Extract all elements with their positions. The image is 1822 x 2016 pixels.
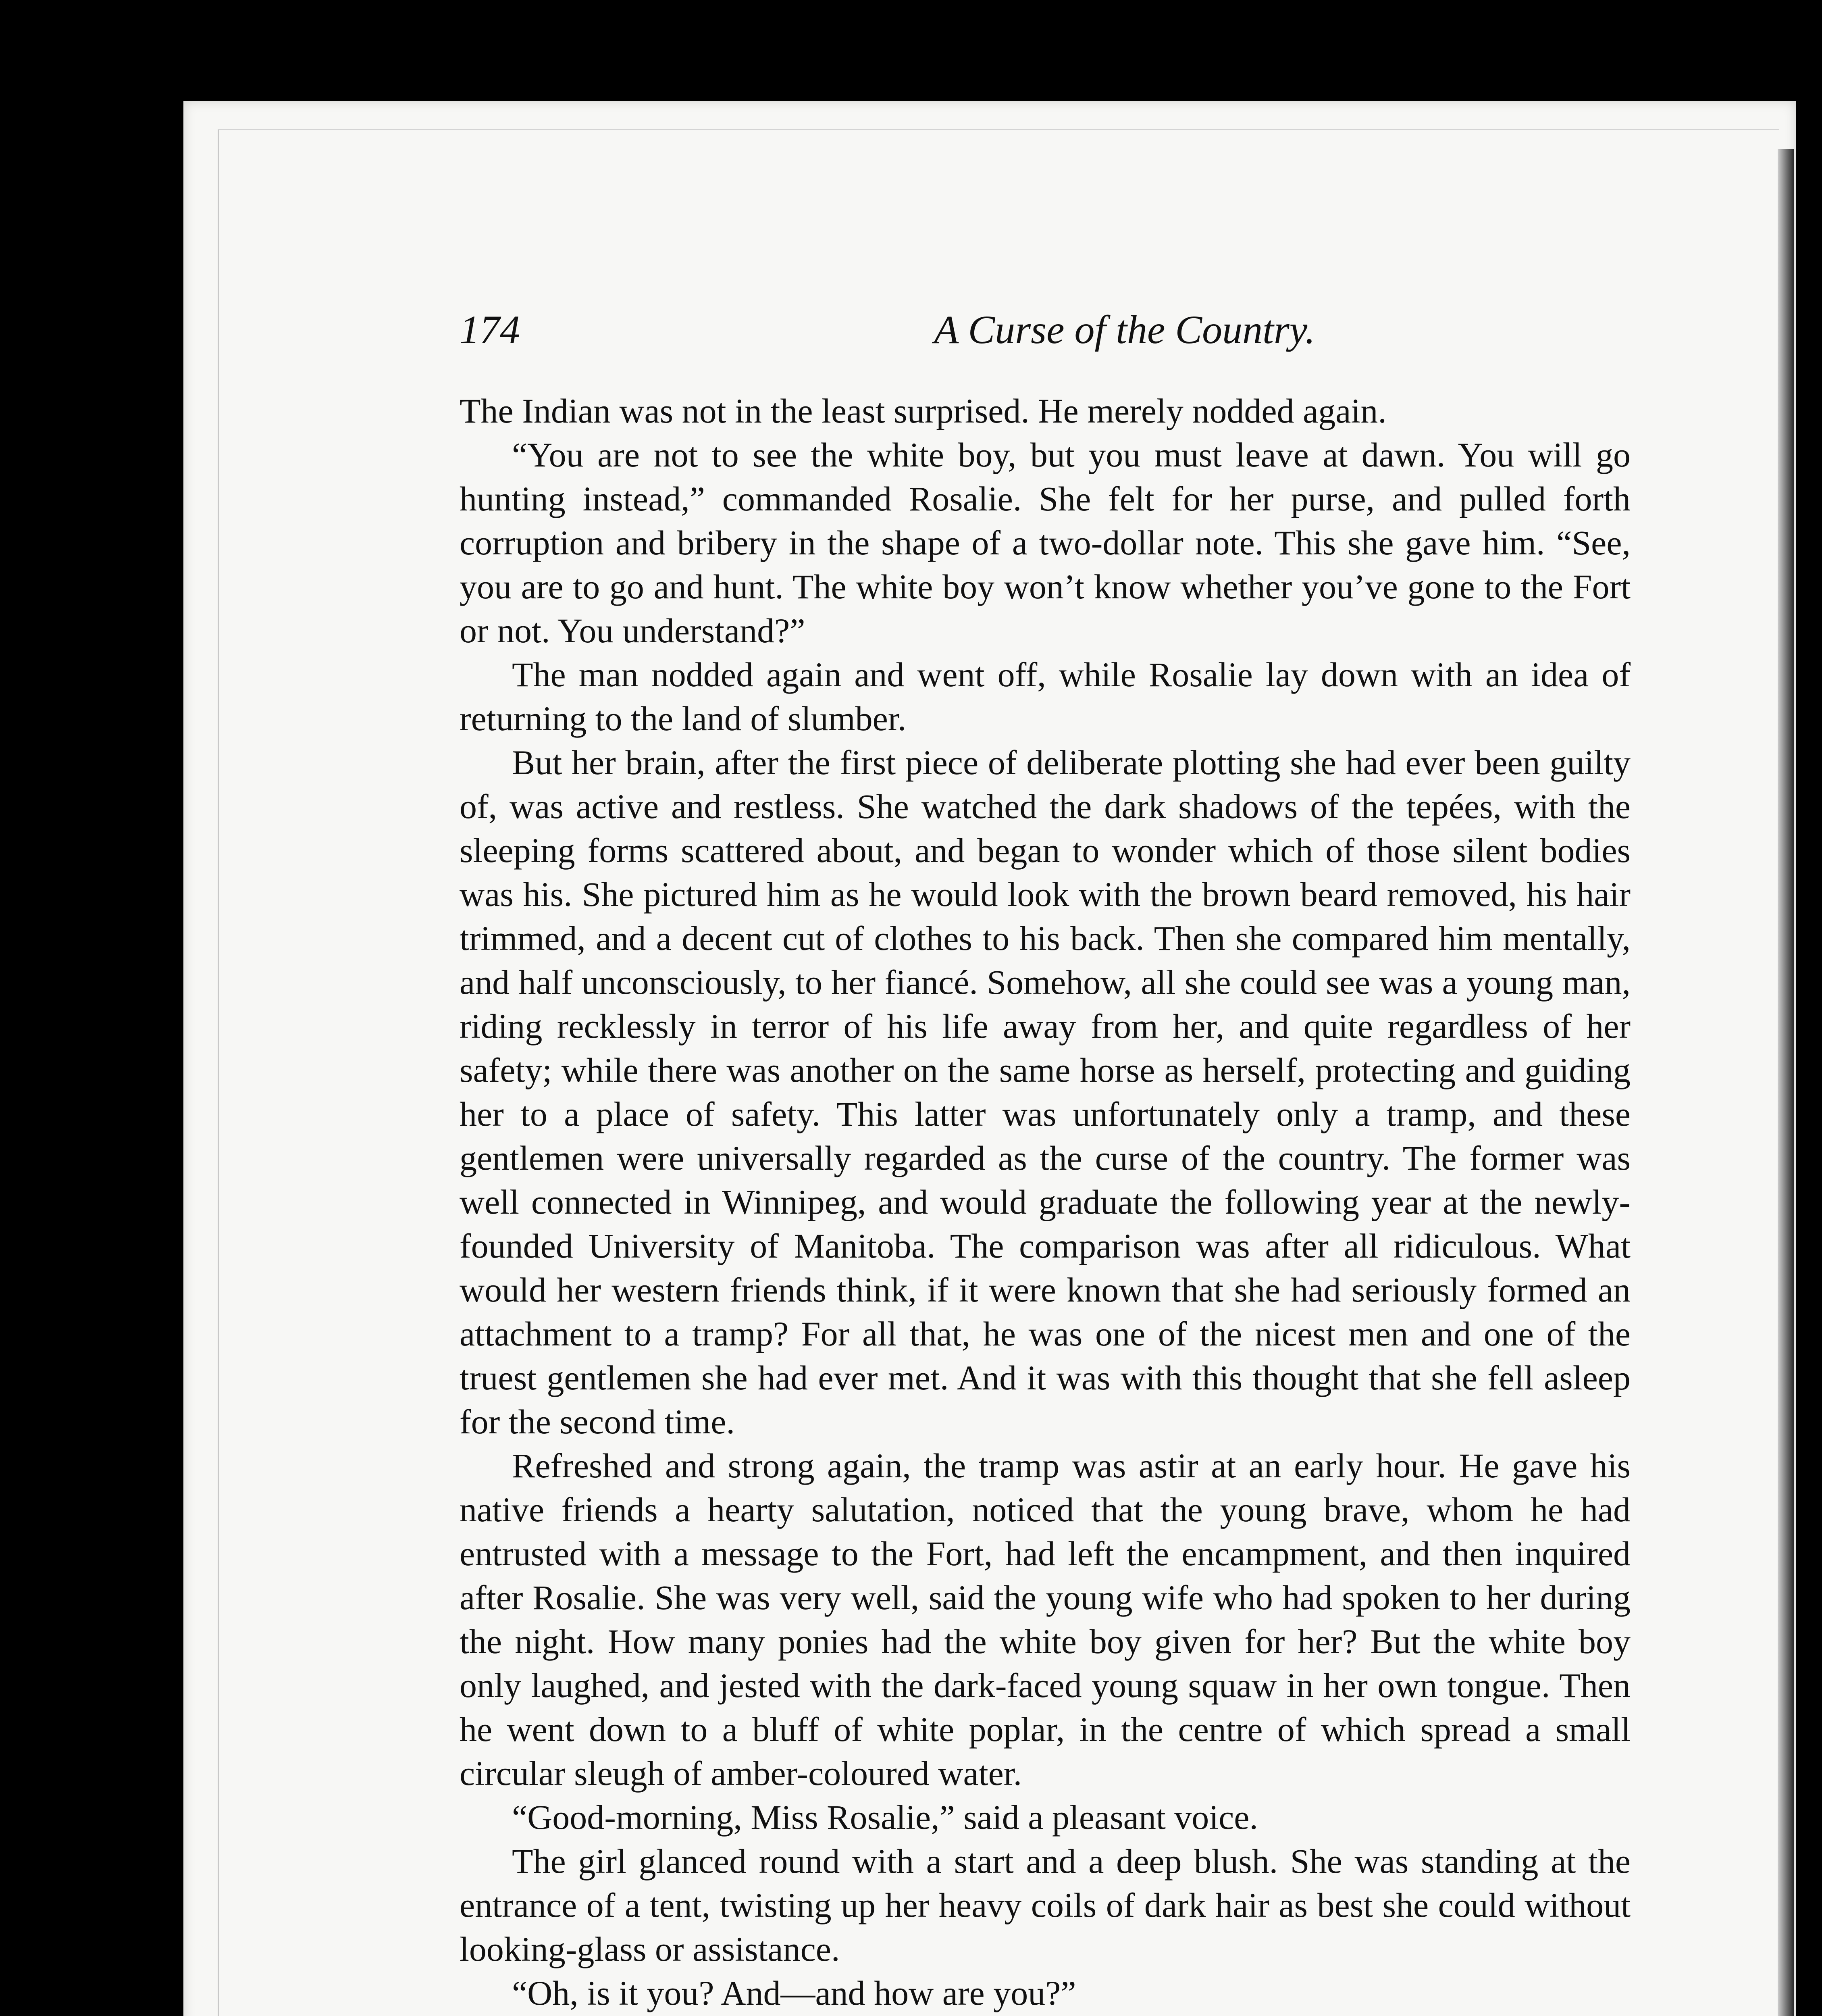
paragraph: But her brain, after the first piece of deliberate plotting she had ever been guilty of, was active and restless. She watched the dark shadows of the tepées, with the sleeping forms scattered about, and began to wonder which of those silent bodies was his. She pictured him as he would look with the brown beard removed, his hair trimmed, and a decent cut of clothes to his back. Then she compared him mentally, and half unconsciously, to her fiancé. Somehow, all she could see was a young man, riding recklessly in terror of his life away from her, and quite regardless of her safety; while there was another on the same horse as herself, protecting and guiding her to a place of safety. This latter was unfortunately only a tramp, and these gentlemen were universally regarded as the curse of the country. The former was well connected in Winnipeg, and would graduate the following year at the newly-founded University of Manitoba. The comparison was after all ridiculous. What would her western friends think, if it were known that she had seriously formed an attachment to a tramp? For all that, he was one of the nicest men and one of the truest gentlemen she had ever met. And it was with this thought that she fell asleep for the second time. — [460, 743, 1631, 1441]
page-number: 174 — [460, 307, 520, 352]
paragraph: The Indian was not in the least surprised. He merely nodded again. — [460, 392, 1387, 430]
paragraph: The man nodded again and went off, while Rosalie lay down with an idea of returning to the land of slumber. — [460, 655, 1631, 738]
running-header — [460, 306, 1629, 363]
paragraph: “Oh, is it you? And—and how are you?” — [512, 1974, 1076, 2012]
page-edge-shadow — [1778, 149, 1794, 2016]
running-title: A Curse of the Country. — [934, 307, 1315, 352]
paragraph: The girl glanced round with a start and a deep blush. She was standing at the entrance of a tent, twisting up her heavy coils of dark hair as best she could without looking-glass or assistance. — [460, 1842, 1631, 1968]
body-text — [460, 389, 1631, 2016]
paragraph: “You are not to see the white boy, but you must leave at dawn. You will go hunting instead,” commanded Rosalie. She felt for her purse, and pulled forth corruption and bribery in the shape of a two-dollar note. This she gave him. “See, you are to go and hunt. The white boy won’t know whether you’ve gone to the Fort or not. You understand?” — [460, 435, 1631, 650]
paragraph: “Good-morning, Miss Rosalie,” said a pleasant voice. — [512, 1798, 1258, 1837]
paragraph: Refreshed and strong again, the tramp was astir at an early hour. He gave his native friends a hearty salutation, noticed that the young brave, whom he had entrusted with a message to the Fort, had left the encampment, and then inquired after Rosalie. She was very well, said the young wife who had spoken to her during the night. How many ponies had the white boy given for her? But the white boy only laughed, and jested with the dark-faced young squaw in her own tongue. Then he went down to a bluff of white poplar, in the centre of which spread a small circular sleugh of amber-coloured water. — [460, 1446, 1631, 1793]
